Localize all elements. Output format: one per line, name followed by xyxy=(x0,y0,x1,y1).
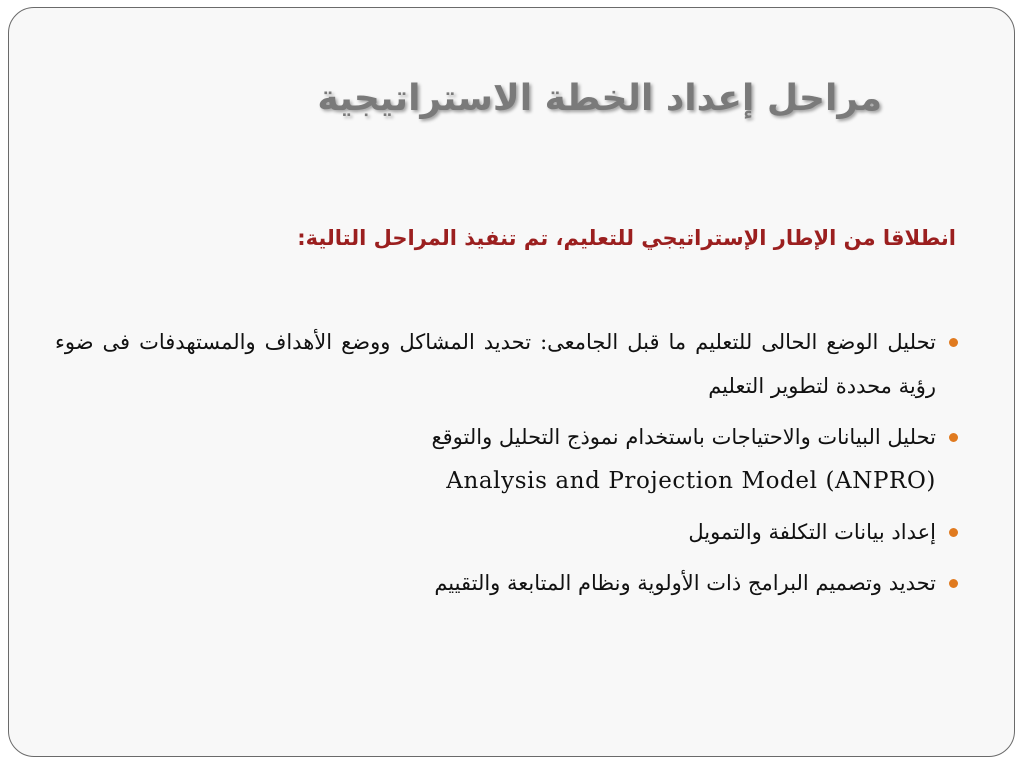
bullet-item xyxy=(55,510,958,554)
bullet-english-text: Analysis and Projection Model (ANPRO) xyxy=(446,468,936,494)
slide-title: مراحل إعداد الخطة الاستراتيجية xyxy=(317,78,882,119)
slide xyxy=(8,7,1015,757)
bullet-text: تحليل الوضع الحالى للتعليم ما قبل الجامعى: تحديد المشاكل ووضع الأهداف والمستهدفات فى ضوء رؤية محددة لتطوير التعليم xyxy=(55,330,936,398)
bullet-text: إعداد بيانات التكلفة والتمويل xyxy=(688,520,936,544)
bullet-item xyxy=(55,320,958,408)
bullet-list xyxy=(55,320,958,612)
bullet-dot-icon xyxy=(949,433,958,442)
bullet-text: تحليل البيانات والاحتياجات باستخدام نموذج التحليل والتوقع xyxy=(431,425,936,449)
bullet-item xyxy=(55,415,958,503)
bullet-dot-icon xyxy=(949,338,958,347)
slide-subtitle: انطلاقا من الإطار الإستراتيجي للتعليم، تم تنفيذ المراحل التالية: xyxy=(297,226,956,250)
bullet-dot-icon xyxy=(949,528,958,537)
bullet-item xyxy=(55,561,958,605)
bullet-dot-icon xyxy=(949,579,958,588)
bullet-text: تحديد وتصميم البرامج ذات الأولوية ونظام المتابعة والتقييم xyxy=(434,571,936,595)
